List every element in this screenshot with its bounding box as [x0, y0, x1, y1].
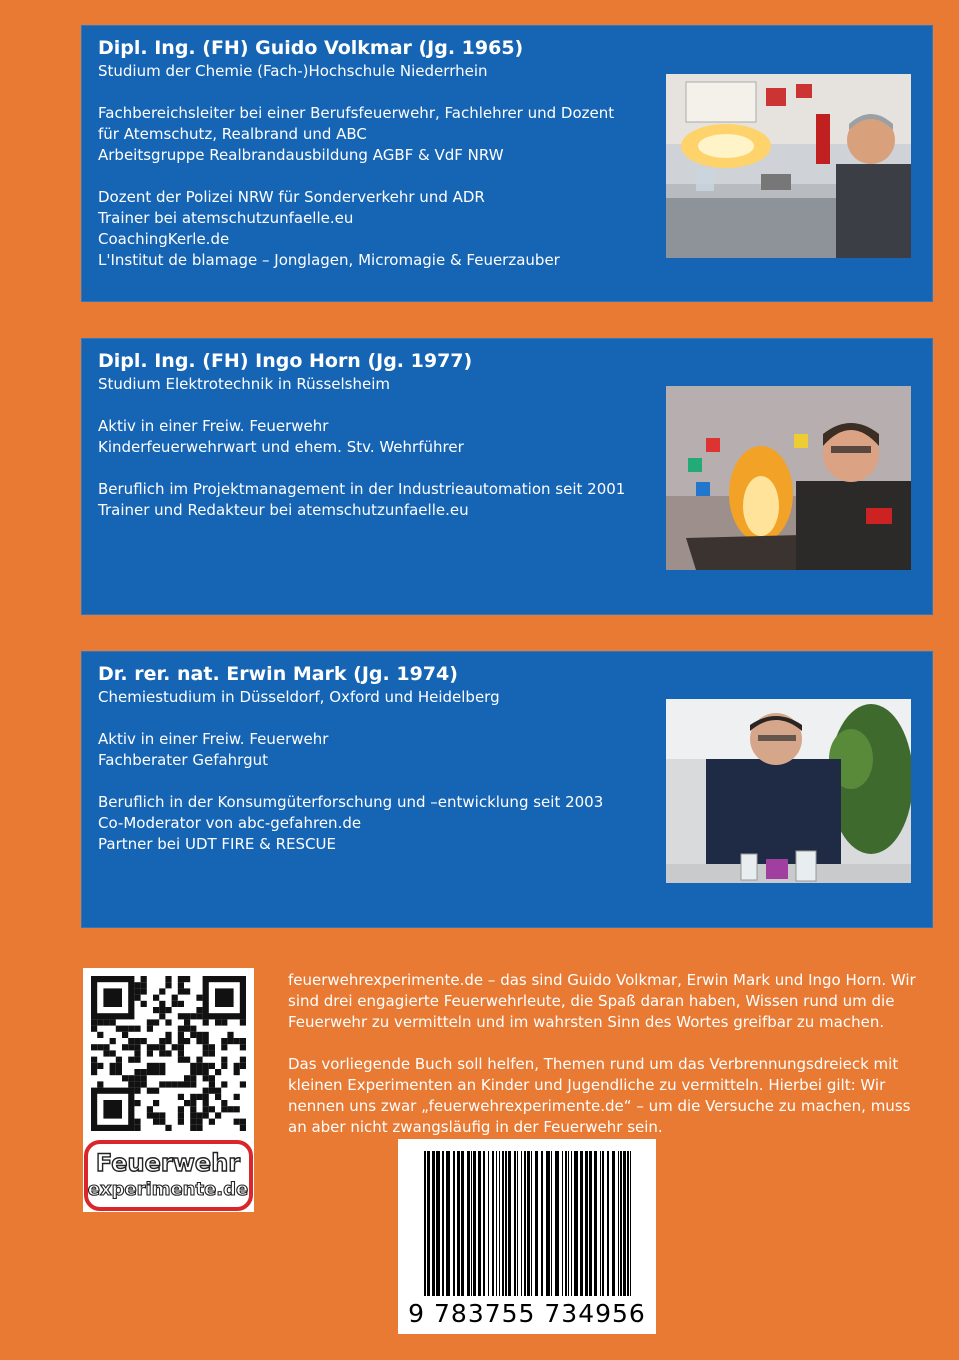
profile-card-volkmar: [81, 25, 933, 302]
qr-code: [83, 968, 254, 1139]
bio-line: Kinderfeuerwehrwart und ehem. Stv. Wehrführer: [98, 438, 464, 456]
bio-line: Co-Moderator von abc-gefahren.de: [98, 814, 362, 832]
about-paragraph: feuerwehrexperimente.de – das sind Guido Volkmar, Erwin Mark und Ingo Horn. Wir sind drei engagierte Feuerwehrleute, die Spaß daran haben, Wissen rund um die Feuerwehr zu vermitteln und im wahrsten Sinn des Wortes greifbar zu machen.: [288, 971, 916, 1031]
logo-line2: experimente.de: [87, 1179, 249, 1200]
about-paragraph: Das vorliegende Buch soll helfen, Themen rund um das Verbrennungsdreieck mit kleinen Experimenten an Kinder und Jugendliche zu vermitteln. Hierbei gilt: Wir nennen uns zwar „feuerwehrexperimente.de“ – um die Versuche zu machen, muss an aber nicht zwangsläufig in der Feuerwehr sein.: [288, 1055, 911, 1136]
bio-line: L'Institut de blamage – Jonglagen, Micromagie & Feuerzauber: [98, 251, 560, 269]
bio-line: Partner bei UDT FIRE & RESCUE: [98, 835, 336, 853]
profile-card-mark: [81, 651, 933, 928]
bio-line: Aktiv in einer Freiw. Feuerwehr: [98, 730, 329, 748]
line-spacer: [98, 708, 638, 729]
line-spacer: [98, 82, 638, 103]
about-text: [288, 970, 928, 1159]
logo-line1: Feuerwehr: [95, 1149, 241, 1177]
isbn-barcode: [398, 1139, 656, 1334]
line-spacer: [98, 771, 638, 792]
line-spacer: [98, 166, 638, 187]
bio-line: für Atemschutz, Realbrand und ABC: [98, 125, 367, 143]
person-name: Dipl. Ing. (FH) Ingo Horn (Jg. 1977): [98, 350, 473, 372]
bio-line: Fachberater Gefahrgut: [98, 751, 268, 769]
bio-line: Studium Elektrotechnik in Rüsselsheim: [98, 375, 390, 393]
bio-line: Arbeitsgruppe Realbrandausbildung AGBF & VdF NRW: [98, 146, 504, 164]
bio-line: Trainer und Redakteur bei atemschutzunfaelle.eu: [98, 501, 469, 519]
feuerwehr-logo: [83, 1139, 254, 1212]
photo-volkmar: [666, 74, 911, 258]
bio-line: Fachbereichsleiter bei einer Berufsfeuerwehr, Fachlehrer und Dozent: [98, 104, 615, 122]
line-spacer: [98, 458, 638, 479]
barcode-bars: [398, 1139, 656, 1299]
photo-mark: [666, 699, 911, 883]
photo-horn: [666, 386, 911, 570]
person-name: Dipl. Ing. (FH) Guido Volkmar (Jg. 1965): [98, 37, 524, 59]
bio-line: Beruflich in der Konsumgüterforschung und –entwicklung seit 2003: [98, 793, 604, 811]
profile-card-horn: [81, 338, 933, 615]
bio-line: CoachingKerle.de: [98, 230, 230, 248]
person-name: Dr. rer. nat. Erwin Mark (Jg. 1974): [98, 663, 458, 685]
bio-line: Beruflich im Projektmanagement in der Industrieautomation seit 2001: [98, 480, 626, 498]
bio-line: Chemiestudium in Düsseldorf, Oxford und Heidelberg: [98, 688, 500, 706]
bio-line: Dozent der Polizei NRW für Sonderverkehr und ADR: [98, 188, 485, 206]
bio-line: Aktiv in einer Freiw. Feuerwehr: [98, 417, 329, 435]
isbn-number: 9 783755 734956: [408, 1299, 646, 1328]
qr-code-logo-box: [83, 968, 254, 1212]
bio-line: Studium der Chemie (Fach-)Hochschule Niederrhein: [98, 62, 488, 80]
line-spacer: [98, 395, 638, 416]
bio-line: Trainer bei atemschutzunfaelle.eu: [98, 209, 354, 227]
